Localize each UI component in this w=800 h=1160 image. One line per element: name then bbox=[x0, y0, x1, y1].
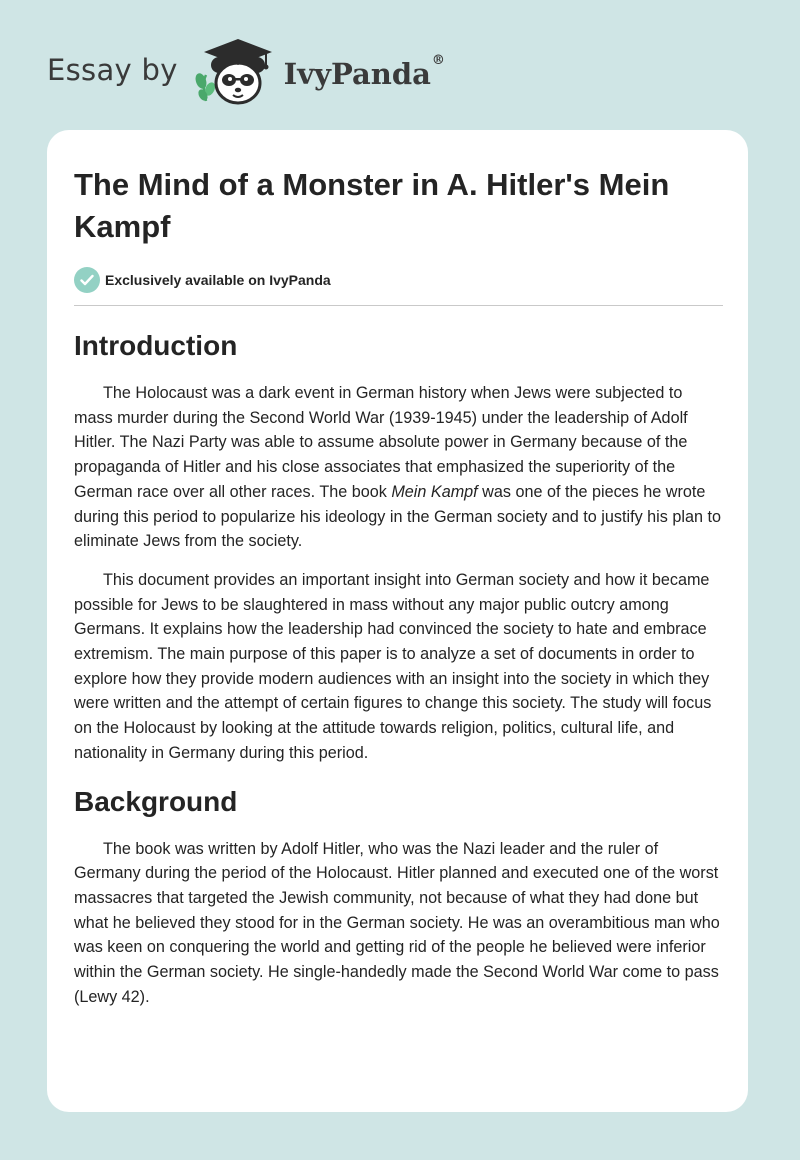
essay-content bbox=[74, 164, 723, 1023]
book-title: Mein Kampf bbox=[391, 482, 478, 501]
section-heading-introduction: Introduction bbox=[74, 330, 238, 361]
panda-graduate-icon[interactable] bbox=[192, 35, 278, 107]
paragraph: This document provides an important insight into German society and how it became possible for Jews to be slaughtered in mass without any major public outcry among Germans. It explains how the leadership had convinced the society to hate and embrace extremism. The main purpose of this paper is to analyze a set of documents in order to explore how they provide modern audiences with an insight into the society in which they were written and the attempt of certain figures to change this society. The study will focus on the Holocaust by looking at the attitude towards religion, politics, cultural life, and nationality in Germany during this period. bbox=[74, 570, 712, 762]
essay-card bbox=[47, 130, 748, 1112]
site-header bbox=[47, 36, 445, 106]
exclusive-badge bbox=[74, 266, 723, 294]
paragraph: The book was written by Adolf Hitler, who was the Nazi leader and the ruler of Germany during the period of the Holocaust. Hitler planned and executed one of the worst massacres that targeted the Jewish community, not because of what they had done but what he believed they stood for in the German society. He was an overambitious man who was keen on conquering the world and getting rid of the people he believed were inferior within the German society. He single-handedly made the Second World War come to pass (Lewy 42). bbox=[74, 839, 720, 1006]
divider bbox=[74, 305, 723, 306]
badge-label: Exclusively available on IvyPanda bbox=[105, 272, 331, 288]
brand-name[interactable]: IvyPanda® bbox=[283, 53, 445, 91]
check-icon bbox=[74, 267, 100, 293]
page-title: The Mind of a Monster in A. Hitler's Mein Kampf bbox=[74, 167, 670, 244]
registered-mark: ® bbox=[431, 53, 445, 68]
section-heading-background: Background bbox=[74, 785, 238, 817]
paragraph: The Holocaust was a dark event in German history when Jews were subjected to mass murder during the Second World War (1939-1945) under the leadership of Adolf Hitler. The Nazi Party was able to assume absolute power in Germany because of the propaganda of Hitler and his close associates that emphasized the superiority of the German race over all other races. The book Mein Kampf was one of the pieces he wrote during this period to popularize his ideology in the German society and to justify his plan to eliminate Jews from the society. bbox=[74, 384, 721, 551]
essay-by-label: Essay by bbox=[47, 53, 178, 87]
